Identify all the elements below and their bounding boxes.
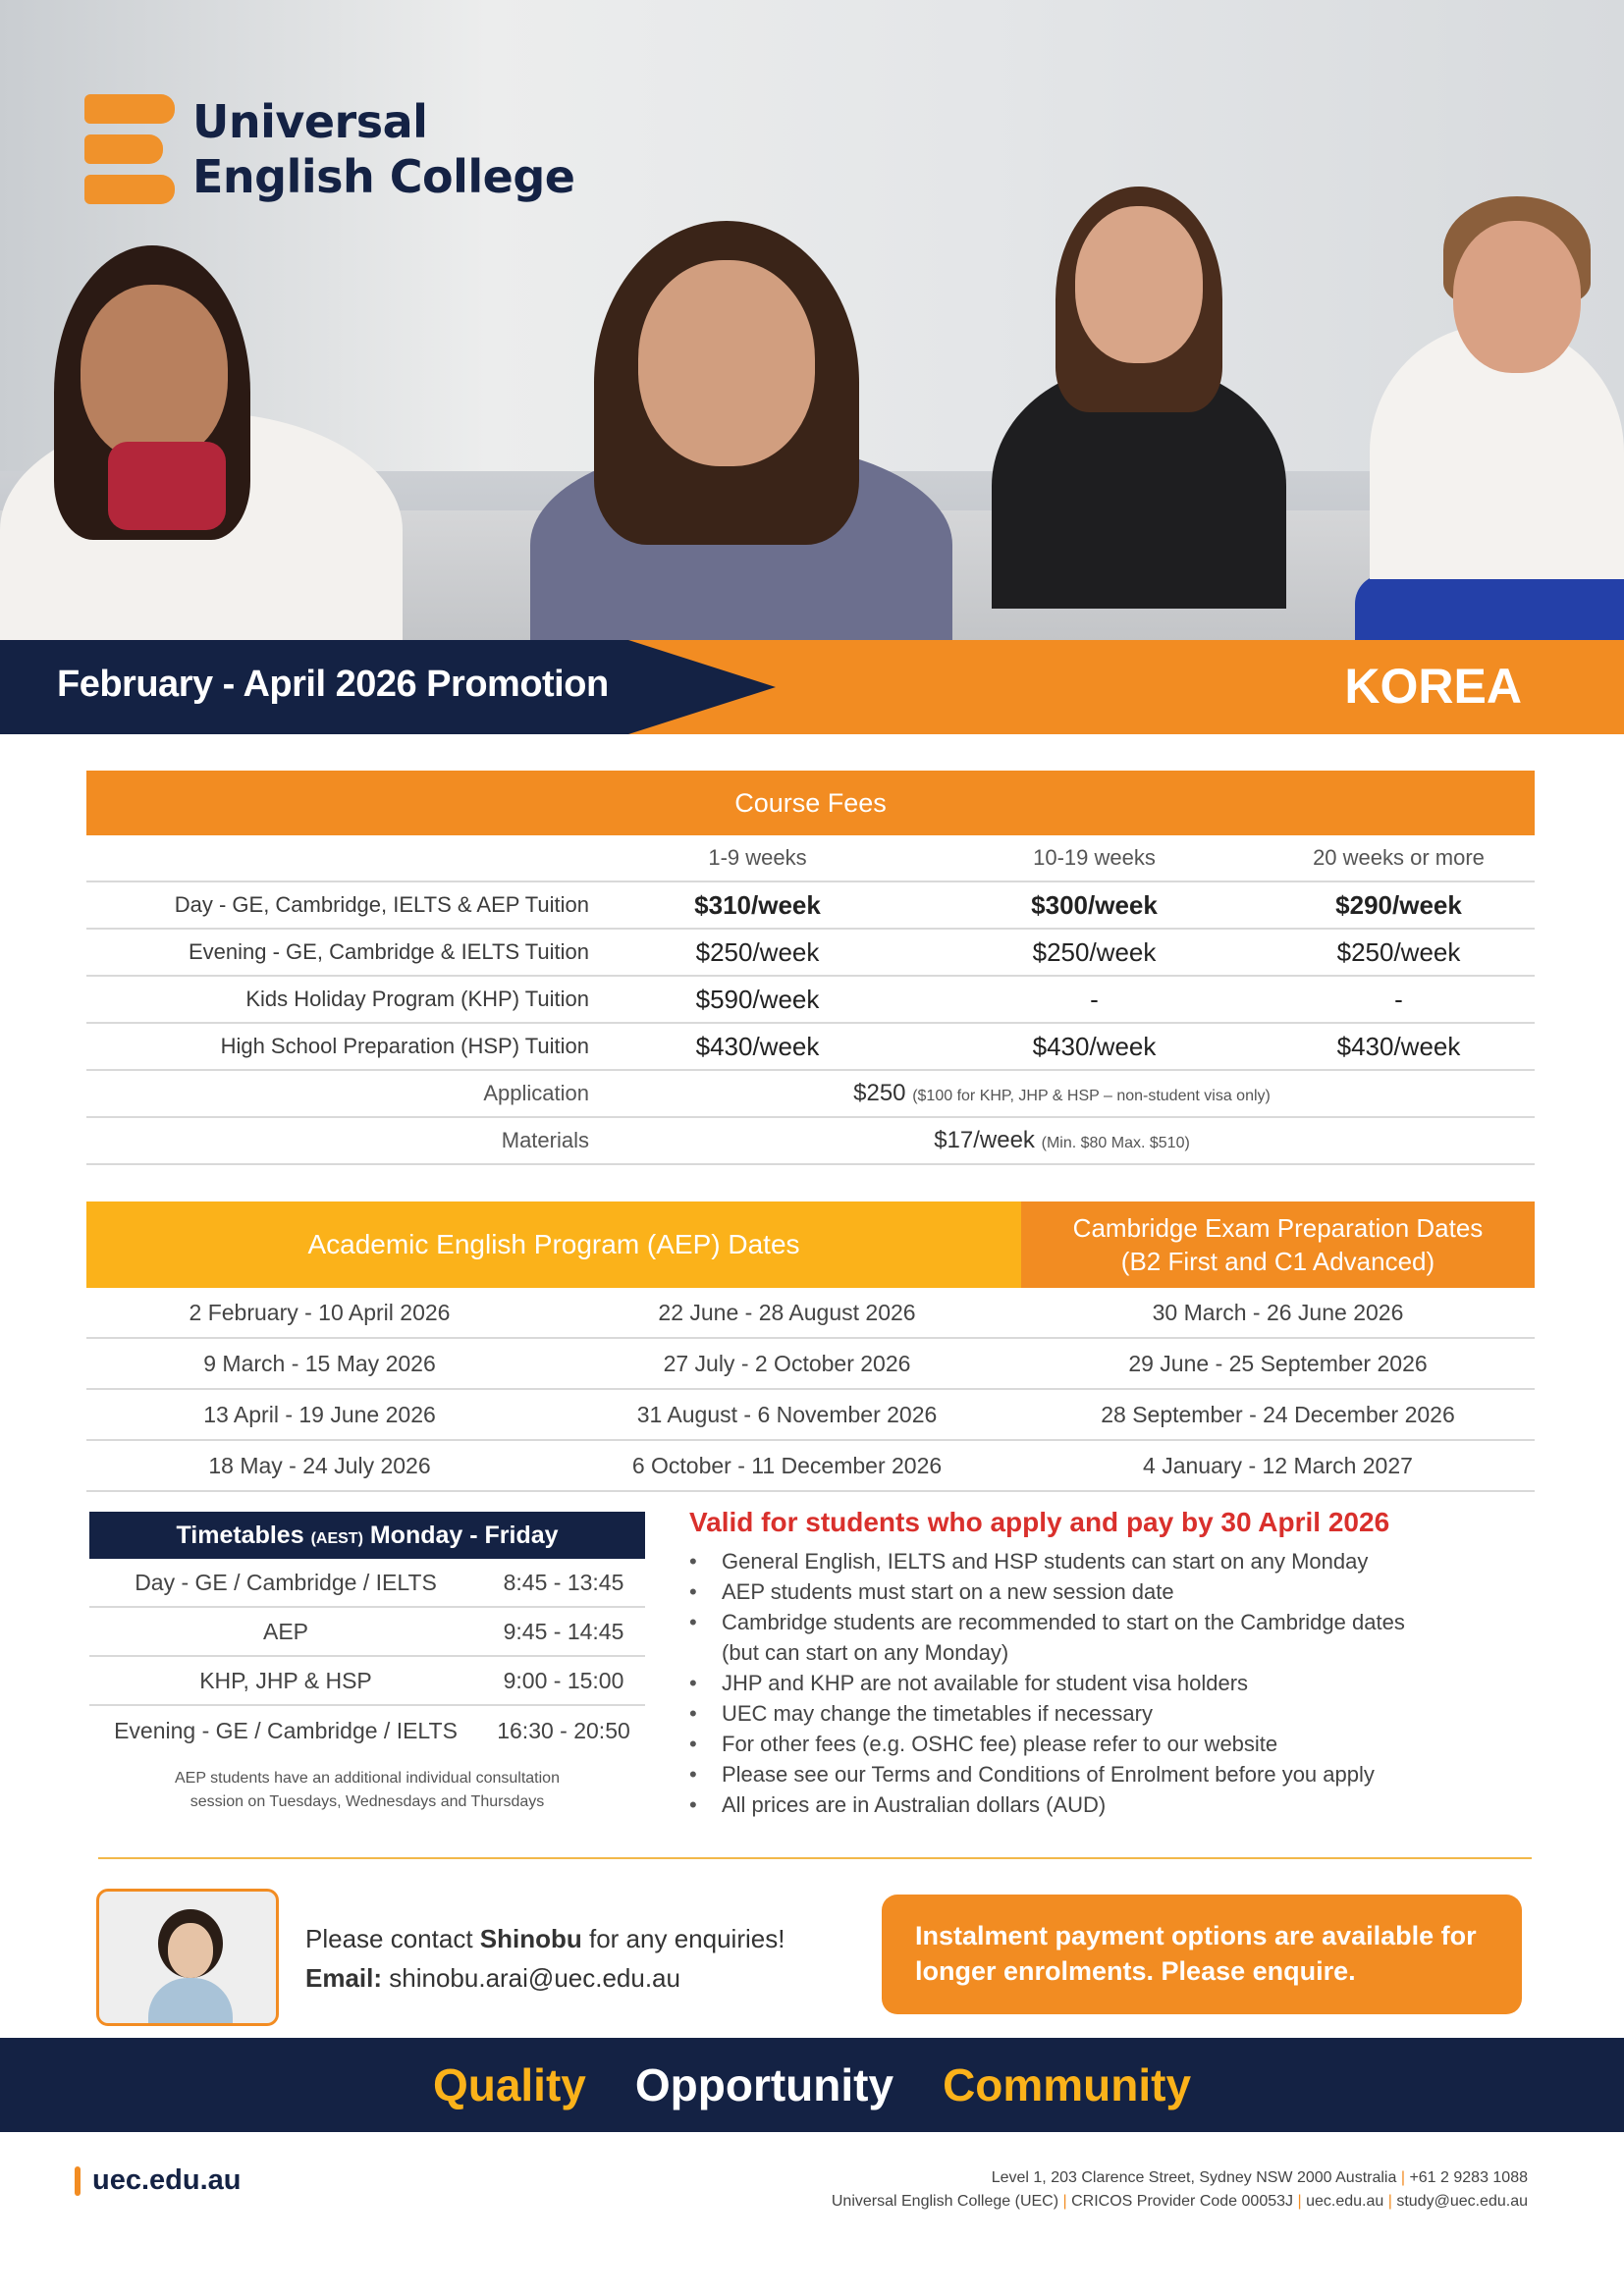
- timetable-course: Evening - GE / Cambridge / IELTS: [114, 1717, 458, 1743]
- contact-email-link[interactable]: shinobu.arai@uec.edu.au: [389, 1963, 680, 1993]
- timetable-title-b: Monday - Friday: [369, 1522, 559, 1549]
- hero-face-3: [1075, 206, 1203, 363]
- course-fees-heading: Course Fees: [86, 771, 1535, 835]
- fee-value: $430/week: [695, 1031, 820, 1061]
- cambridge-date: 4 January - 12 March 2027: [1143, 1452, 1413, 1478]
- timetable-heading: [89, 1512, 645, 1559]
- cambridge-date: 29 June - 25 September 2026: [1128, 1350, 1428, 1376]
- timetable-timezone: (AEST): [310, 1530, 363, 1547]
- fee-value: $430/week: [1336, 1031, 1461, 1061]
- timetable-course: KHP, JHP & HSP: [199, 1667, 372, 1693]
- contact-name: Shinobu: [479, 1924, 582, 1953]
- fee-value: -: [1394, 984, 1403, 1014]
- timetable-course: Day - GE / Cambridge / IELTS: [135, 1569, 437, 1595]
- condition-item: • General English, IELTS and HSP students can start on any Monday: [689, 1546, 1534, 1576]
- contact-suffix: for any enquiries!: [581, 1924, 785, 1953]
- footer-site[interactable]: uec.edu.au: [1306, 2193, 1384, 2210]
- materials-amount: $17/week: [934, 1127, 1035, 1153]
- fee-value: -: [1090, 984, 1099, 1014]
- promo-country: KOREA: [1344, 659, 1522, 714]
- fee-value: $250/week: [695, 936, 820, 967]
- timetable-row: [89, 1608, 645, 1657]
- college-logo[interactable]: [84, 94, 575, 204]
- timetable: [89, 1512, 645, 1814]
- fee-value: $300/week: [1031, 889, 1158, 920]
- aep-date: 31 August - 6 November 2026: [636, 1401, 938, 1427]
- application-amount: $250: [853, 1080, 906, 1106]
- application-value: [589, 1080, 1535, 1107]
- timetable-row: [89, 1559, 645, 1608]
- logo-line-1: Universal: [192, 95, 428, 148]
- period-3: 20 weeks or more: [1313, 845, 1485, 870]
- application-fee-row: [86, 1071, 1535, 1118]
- cambridge-date: 30 March - 26 June 2026: [1152, 1299, 1404, 1325]
- validity-heading: Valid for students who apply and pay by 30 April 2026: [689, 1507, 1390, 1537]
- aep-date: 9 March - 15 May 2026: [203, 1350, 436, 1376]
- footer-separator: |: [1062, 2193, 1067, 2210]
- footer-phone[interactable]: +61 2 9283 1088: [1409, 2169, 1528, 2186]
- email-label: Email:: [305, 1963, 383, 1993]
- fee-row: [86, 977, 1535, 1024]
- instalment-line-2: longer enrolments. Please enquire.: [915, 1956, 1356, 1986]
- timetable-row: [89, 1657, 645, 1706]
- section-divider: [98, 1857, 1532, 1859]
- fee-row: [86, 930, 1535, 977]
- condition-item-note: (but can start on any Monday): [722, 1640, 1009, 1665]
- footer-address: [832, 2166, 1528, 2214]
- application-label: Application: [483, 1081, 589, 1105]
- fee-row-label: High School Preparation (HSP) Tuition: [220, 1034, 589, 1058]
- hero-face-1: [81, 285, 228, 461]
- hero-photo: [0, 0, 1624, 640]
- fee-value: $290/week: [1335, 889, 1462, 920]
- footer-college: Universal English College (UEC): [831, 2193, 1059, 2210]
- promo-banner: [0, 640, 1624, 734]
- dates-row: [86, 1288, 1535, 1339]
- fee-value: $590/week: [695, 984, 820, 1014]
- footer-separator: |: [1387, 2193, 1392, 2210]
- dates-heading-row: [86, 1201, 1535, 1288]
- condition-item: • Please see our Terms and Conditions of Enrolment before you apply: [689, 1759, 1534, 1789]
- fee-value: $250/week: [1032, 936, 1157, 967]
- contact-prefix: Please contact: [305, 1924, 480, 1953]
- cambridge-dates-heading: [1021, 1201, 1535, 1288]
- fee-value: $250/week: [1336, 936, 1461, 967]
- cambridge-date: 28 September - 24 December 2026: [1101, 1401, 1455, 1427]
- hero-face-2: [638, 260, 815, 466]
- dates-row: [86, 1441, 1535, 1492]
- values-bar: [0, 2038, 1624, 2132]
- materials-fee-row: [86, 1118, 1535, 1165]
- value-opportunity: Opportunity: [634, 2059, 894, 2110]
- fee-row: [86, 1024, 1535, 1071]
- promo-title: February - April 2026 Promotion: [57, 664, 609, 705]
- timetable-title-a: Timetables: [176, 1522, 304, 1549]
- course-fees-table: [86, 771, 1535, 1165]
- condition-item: • UEC may change the timetables if necessary: [689, 1698, 1534, 1729]
- logo-line-2: English College: [192, 150, 575, 203]
- timetable-time: 8:45 - 13:45: [503, 1569, 624, 1595]
- aep-date: 13 April - 19 June 2026: [203, 1401, 436, 1427]
- value-quality: Quality: [432, 2059, 586, 2110]
- period-1: 1-9 weeks: [708, 845, 807, 870]
- materials-label: Materials: [501, 1128, 589, 1152]
- hero-scarf-1: [108, 442, 226, 530]
- website-link[interactable]: [79, 2164, 242, 2197]
- timetable-course: AEP: [262, 1618, 309, 1644]
- materials-note: (Min. $80 Max. $510): [1041, 1135, 1190, 1151]
- contact-email-line: [305, 1958, 785, 1998]
- logo-wordmark: [192, 94, 575, 204]
- instalment-line-1: Instalment payment options are available for: [915, 1921, 1477, 1950]
- fee-row-label: Kids Holiday Program (KHP) Tuition: [245, 987, 589, 1011]
- cambridge-heading-line-1: Cambridge Exam Preparation Dates: [1072, 1213, 1484, 1243]
- materials-value: [589, 1127, 1535, 1154]
- timetable-time: 9:00 - 15:00: [503, 1667, 624, 1693]
- fees-period-row: [86, 835, 1535, 882]
- footer-separator: |: [1400, 2169, 1405, 2186]
- condition-item: • JHP and KHP are not available for student visa holders: [689, 1668, 1534, 1698]
- value-community: Community: [943, 2059, 1192, 2110]
- contact-photo-face: [168, 1923, 213, 1978]
- footer-separator: |: [1297, 2193, 1302, 2210]
- footer-line-2: [832, 2190, 1528, 2214]
- aep-date: 18 May - 24 July 2026: [208, 1452, 431, 1478]
- hero-chair: [1355, 574, 1624, 640]
- hero-face-4: [1453, 221, 1581, 373]
- footer-address-text: Level 1, 203 Clarence Street, Sydney NSW 2000 Australia: [991, 2169, 1397, 2186]
- dates-row: [86, 1390, 1535, 1441]
- condition-item: • AEP students must start on a new session date: [689, 1576, 1534, 1607]
- condition-item: • All prices are in Australian dollars (AUD): [689, 1789, 1534, 1820]
- fee-row-label: Evening - GE, Cambridge & IELTS Tuition: [189, 939, 589, 964]
- timetable-time: 16:30 - 20:50: [497, 1717, 630, 1743]
- contact-details: [305, 1919, 785, 1998]
- timetable-time: 9:45 - 14:45: [503, 1618, 624, 1644]
- logo-mark-icon: [84, 94, 175, 204]
- fee-row: [86, 882, 1535, 930]
- timetable-note-line-1: AEP students have an additional individual consultation: [175, 1770, 560, 1787]
- aep-date: 22 June - 28 August 2026: [658, 1299, 916, 1325]
- contact-photo: [96, 1889, 279, 2026]
- condition-item: [689, 1607, 1534, 1668]
- fee-row-label: Day - GE, Cambridge, IELTS & AEP Tuition: [174, 892, 589, 917]
- fee-value: $430/week: [1032, 1031, 1157, 1061]
- website-text: uec.edu.au: [92, 2164, 242, 2196]
- application-note: ($100 for KHP, JHP & HSP – non-student visa only): [912, 1088, 1271, 1104]
- footer-line-1: [832, 2166, 1528, 2190]
- cambridge-heading-line-2: (B2 First and C1 Advanced): [1120, 1247, 1435, 1276]
- dates-row: [86, 1339, 1535, 1390]
- aep-dates-heading: Academic English Program (AEP) Dates: [86, 1201, 1021, 1288]
- period-2: 10-19 weeks: [1033, 845, 1156, 870]
- instalment-callout: [882, 1895, 1522, 2014]
- promotion-conditions: [689, 1507, 1534, 1820]
- timetable-row: [89, 1706, 645, 1755]
- contact-photo-body: [148, 1978, 233, 2026]
- aep-date: 6 October - 11 December 2026: [631, 1452, 943, 1478]
- aep-date: 27 July - 2 October 2026: [663, 1350, 911, 1376]
- footer-cricos: CRICOS Provider Code 00053J: [1071, 2193, 1294, 2210]
- condition-item: • For other fees (e.g. OSHC fee) please refer to our website: [689, 1729, 1534, 1759]
- fee-value: $310/week: [694, 889, 821, 920]
- aep-date: 2 February - 10 April 2026: [189, 1299, 451, 1325]
- dates-table: [86, 1201, 1535, 1492]
- contact-line: [305, 1919, 785, 1958]
- footer-email[interactable]: study@uec.edu.au: [1396, 2193, 1528, 2210]
- timetable-note: [89, 1767, 645, 1814]
- timetable-note-line-2: session on Tuesdays, Wednesdays and Thursdays: [189, 1793, 545, 1810]
- conditions-list: [689, 1546, 1534, 1820]
- condition-item-text: Cambridge students are recommended to start on the Cambridge dates: [722, 1610, 1405, 1634]
